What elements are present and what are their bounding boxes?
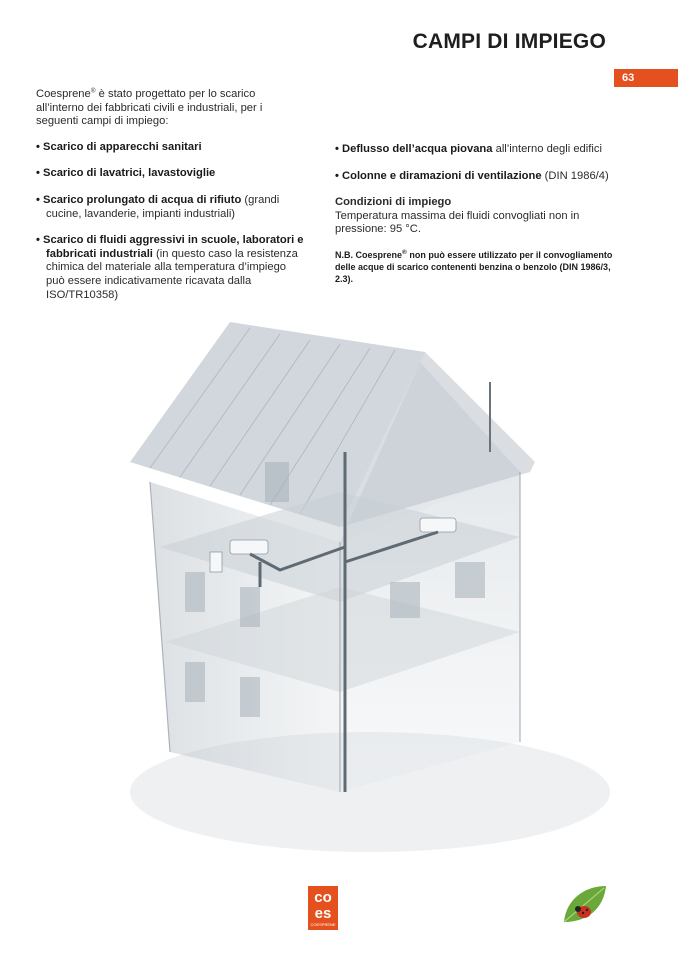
list-item — [36, 167, 306, 181]
list-item-text: (in questo caso la resistenza chimica del materiale alla temperatura d’impiego può essere indicativamente ricavata dalla ISO/TR10358) — [46, 247, 298, 301]
logo-top-text: co — [314, 889, 332, 906]
page-number-badge: 63 — [614, 69, 678, 87]
conditions-heading: Condizioni di impiego — [335, 196, 452, 209]
list-item-title: • Scarico prolungato di acqua di rifiuto — [36, 193, 242, 206]
intro-text: è stato progettato per lo scarico all’interno dei fabbricati civili e industriali, per i seguenti campi di impiego: — [36, 88, 263, 128]
right-column — [335, 143, 620, 285]
list-item-title: • Scarico di lavatrici, lavastoviglie — [36, 167, 216, 180]
brand-logo — [308, 886, 338, 930]
list-item-title: • Scarico di apparecchi sanitari — [36, 140, 202, 153]
registered-mark: ® — [90, 87, 96, 95]
house-illustration — [90, 322, 610, 882]
list-item — [335, 143, 620, 157]
note-prefix: N.B. Coesprene — [335, 249, 403, 260]
logo-small-text: COESPRENE — [310, 922, 336, 927]
note-text: non può essere utilizzato per il convogliamento delle acque di scarico contenenti benzina o benzolo (DIN 1986/3, 2.3). — [335, 249, 613, 284]
list-item — [335, 170, 620, 184]
list-item-title: • Colonne e diramazioni di ventilazione — [335, 169, 542, 182]
list-item — [36, 194, 306, 221]
note-paragraph — [335, 249, 620, 285]
leaf-ladybug-icon — [560, 882, 610, 928]
list-item — [36, 141, 306, 155]
page-title: CAMPI DI IMPIEGO — [412, 30, 606, 53]
left-column — [36, 88, 306, 315]
list-item-text: (DIN 1986/4) — [541, 169, 609, 182]
list-item-text: (grandi cucine, lavanderie, impianti industriali) — [46, 193, 280, 220]
list-item-title: • Deflusso dell’acqua piovana — [335, 143, 493, 155]
list-item-title: • Scarico di fluidi aggressivi in scuole, laboratori e fabbricati industriali — [36, 234, 304, 260]
registered-mark: ® — [402, 248, 407, 256]
list-item-text: all’interno degli edifici — [492, 143, 602, 155]
brand-name: Coesprene — [36, 88, 91, 100]
list-item — [36, 234, 306, 302]
intro-paragraph — [36, 88, 306, 129]
conditions-text: Temperatura massima dei fluidi convogliati non in pressione: 95 °C. — [335, 209, 580, 236]
logo-bottom-text: es — [314, 905, 332, 922]
